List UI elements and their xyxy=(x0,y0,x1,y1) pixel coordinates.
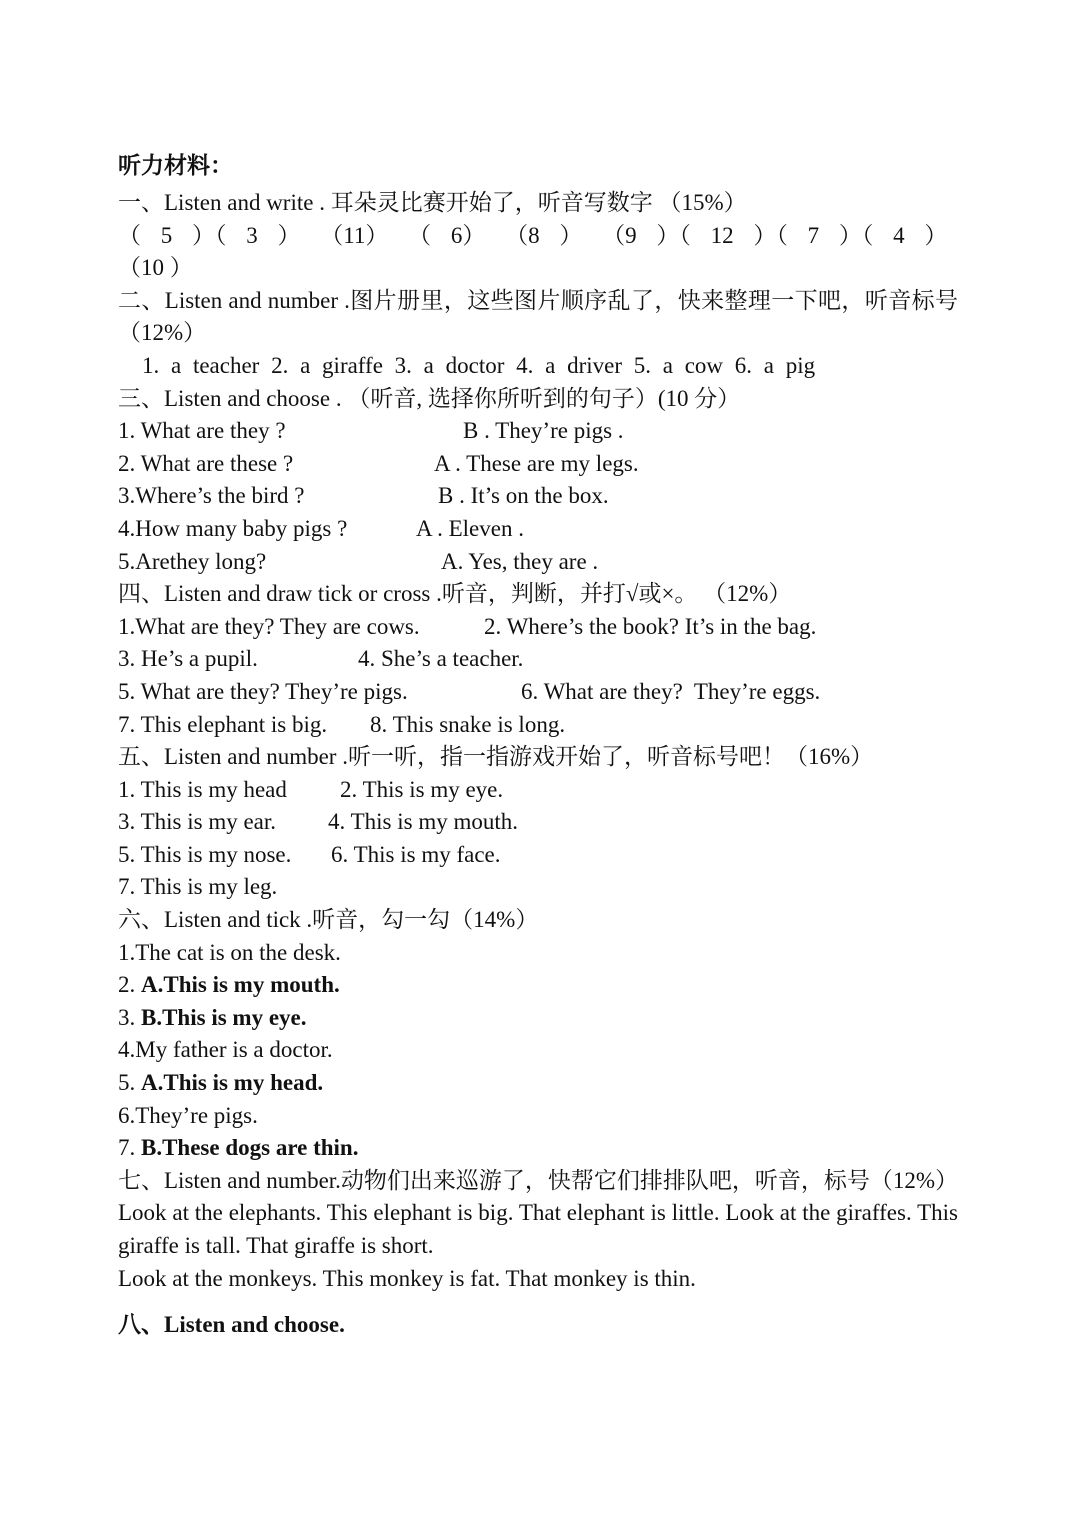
sentence-left: 3. He’s a pupil. xyxy=(118,646,258,672)
section3-row xyxy=(118,480,958,513)
section3-row xyxy=(118,415,958,448)
section3-row xyxy=(118,448,958,481)
item-text: A.This is my head. xyxy=(141,1070,324,1096)
section3-row xyxy=(118,546,958,579)
item-text: The cat is on the desk. xyxy=(135,939,341,965)
sentence-right: 8. This snake is long. xyxy=(370,711,566,737)
section5-row xyxy=(118,871,958,904)
item-text: My father is a doctor. xyxy=(135,1037,333,1063)
sentence-left: 3. This is my ear. xyxy=(118,809,277,835)
section4-row xyxy=(118,676,958,709)
item-text: A.This is my mouth. xyxy=(141,972,340,998)
sentence-right: 2. This is my eye. xyxy=(340,776,504,802)
section6-item xyxy=(118,1034,958,1067)
section1-answers-line1 xyxy=(118,220,958,253)
section7-heading: 七、Listen and number.动物们出来巡游了，快帮它们排排队吧，听音，标号（12%） xyxy=(118,1167,959,1193)
section2-heading: 二、Listen and number .图片册里，这些图片顺序乱了，快来整理一下吧，听音标号 （12%） xyxy=(118,287,958,346)
section4-row xyxy=(118,643,958,676)
question: 1. What are they ? xyxy=(118,418,286,444)
sentence-right: 4. This is my mouth. xyxy=(328,809,518,835)
sentence-right: 6. What are they? They’re eggs. xyxy=(521,678,821,704)
page-title: 听力材料： xyxy=(118,153,233,178)
answer: A . These are my legs. xyxy=(434,450,639,476)
section1-heading: 一、Listen and write . 耳朵灵比赛开始了，听音写数字 （15%） xyxy=(118,190,747,215)
section2-items xyxy=(118,350,958,383)
sentence-left: 1. This is my head xyxy=(118,776,287,802)
sentence-left: 5. What are they? They’re pigs. xyxy=(118,678,408,704)
section5-row xyxy=(118,839,958,872)
section6-item xyxy=(118,937,958,970)
section6-item xyxy=(118,969,958,1002)
item-number: 2. xyxy=(118,972,141,998)
question: 3.Where’s the bird ? xyxy=(118,483,305,509)
sentence-right: 2. Where’s the book? It’s in the bag. xyxy=(484,613,817,639)
section6-heading: 六、Listen and tick .听音，勾一勾（14%） xyxy=(118,907,539,933)
section7-paragraph: Look at the elephants. This elephant is big. That elephant is little. Look at the giraffes. This giraffe is tall. That giraffe is short. xyxy=(118,1200,958,1258)
answer: A. Yes, they are . xyxy=(441,548,599,574)
section5-heading: 五、Listen and number .听一听，指一指游戏开始了，听音标号吧！（16%） xyxy=(118,744,874,770)
section4-heading: 四、Listen and draw tick or cross .听音，判断，并打√或×。 （12%） xyxy=(118,581,792,607)
section6-item xyxy=(118,1002,958,1035)
item-number: 7. xyxy=(118,1135,141,1161)
section1-answers-line2: （10 ） xyxy=(118,255,193,281)
item-number: 3. xyxy=(118,1004,141,1030)
section3-heading: 三、Listen and choose . （听音, 选择你所听到的句子）(10 分） xyxy=(118,385,741,411)
sentence-right: 6. This is my face. xyxy=(331,841,501,867)
item-text: B.This is my eye. xyxy=(141,1004,307,1030)
section7-paragraph: Look at the monkeys. This monkey is fat. That monkey is thin. xyxy=(118,1265,696,1291)
answers-text: （ 5 ）（ 3 ） （11） （ 6） （8 ） （9 ）（ 12 ）（ 7 ）（ 4 ） xyxy=(118,222,948,248)
section5-row xyxy=(118,774,958,807)
item-text: They’re pigs. xyxy=(135,1102,258,1128)
question: 4.How many baby pigs ? xyxy=(118,515,348,541)
sentence-left: 7. This is my leg. xyxy=(118,874,278,900)
item-text: B.These dogs are thin. xyxy=(141,1135,359,1161)
answer: A . Eleven . xyxy=(416,515,524,541)
answer: B . They’re pigs . xyxy=(463,418,624,444)
section6-item xyxy=(118,1132,958,1165)
sentence-right: 4. She’s a teacher. xyxy=(358,646,524,672)
question: 2. What are these ? xyxy=(118,450,294,476)
section4-row xyxy=(118,709,958,742)
section4-row xyxy=(118,611,958,644)
spacer xyxy=(118,1295,958,1309)
item-number: 6. xyxy=(118,1102,136,1128)
section6-item xyxy=(118,1067,958,1100)
question: 5.Arethey long? xyxy=(118,548,267,574)
sentence-left: 7. This elephant is big. xyxy=(118,711,328,737)
section5-row xyxy=(118,806,958,839)
sentence-left: 5. This is my nose. xyxy=(118,841,292,867)
sentence-left: 1.What are they? They are cows. xyxy=(118,613,420,639)
item-number: 1. xyxy=(118,939,136,965)
document-page xyxy=(118,150,958,1342)
item-number: 4. xyxy=(118,1037,136,1063)
section3-row xyxy=(118,513,958,546)
items-text: 1. a teacher 2. a giraffe 3. a doctor 4. a driver 5. a cow 6. a pig xyxy=(142,352,816,378)
answer: B . It’s on the box. xyxy=(438,483,609,509)
section8-heading: 八、Listen and choose. xyxy=(118,1312,345,1338)
item-number: 5. xyxy=(118,1070,141,1096)
section6-item xyxy=(118,1100,958,1133)
